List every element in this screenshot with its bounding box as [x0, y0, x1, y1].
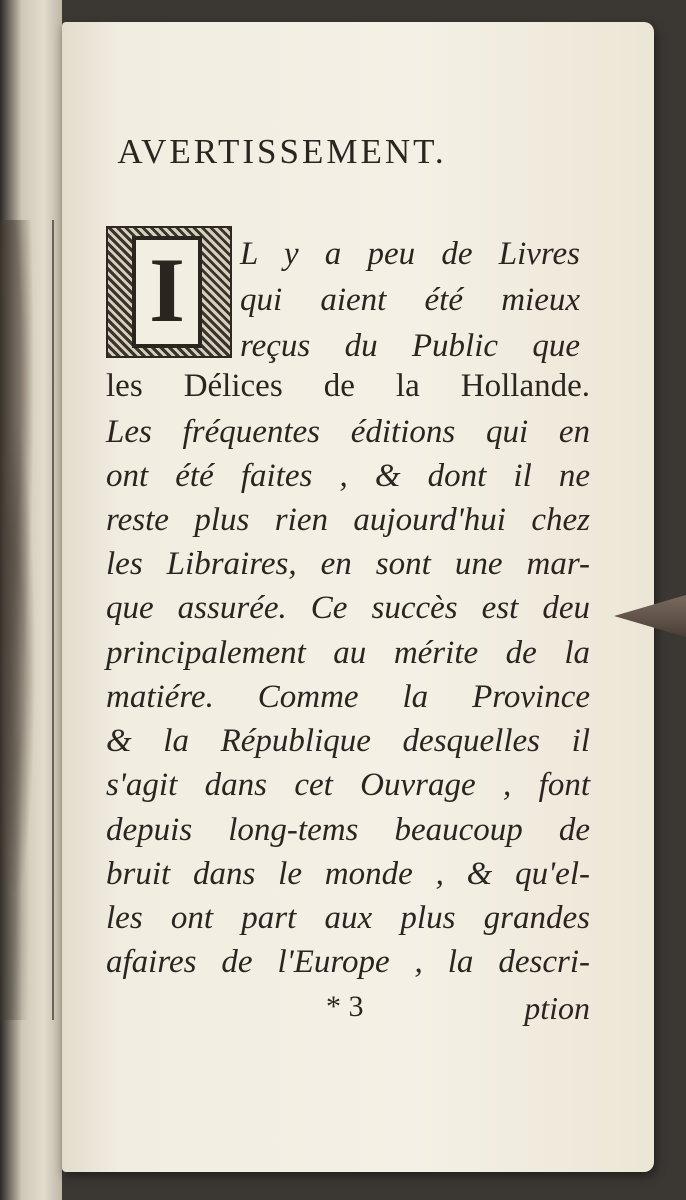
text-line: depuis long-tems beaucoup de [106, 812, 590, 848]
text-line: Les fréquentes éditions qui en [106, 414, 590, 450]
signature-mark: * 3 [326, 990, 364, 1023]
text-line: reste plus rien aujourd'hui chez [106, 502, 590, 538]
text-line: matiére. Comme la Province [106, 679, 590, 715]
initial-letter: I [132, 236, 202, 348]
page-footer [106, 990, 590, 1030]
text-line: L y a peu de Livres [240, 236, 580, 272]
text-line: ont été faites , & dont il ne [106, 458, 590, 494]
text-line: & la République desquelles il [106, 723, 590, 759]
text-line: qui aient été mieux [240, 282, 580, 318]
text-line: les ont part aux plus grandes [106, 900, 590, 936]
engraved-plate-fragment [0, 220, 54, 1020]
text-line: bruit dans le monde , & qu'el- [106, 856, 590, 892]
catchword: ption [524, 990, 590, 1026]
text-line: que assurée. Ce succès est deu [106, 590, 590, 626]
text-line: les Libraires, en sont une mar- [106, 546, 590, 582]
text-line: s'agit dans cet Ouvrage , font [106, 767, 590, 803]
text-line: principalement au mérite de la [106, 635, 590, 671]
text-line: afaires de l'Europe , la descri- [106, 944, 590, 980]
decorated-initial [106, 226, 232, 358]
text-line: reçus du Public que [240, 328, 580, 364]
text-line: les Délices de la Hollande. [106, 368, 590, 404]
page-heading: AVERTISSEMENT. [117, 132, 447, 171]
